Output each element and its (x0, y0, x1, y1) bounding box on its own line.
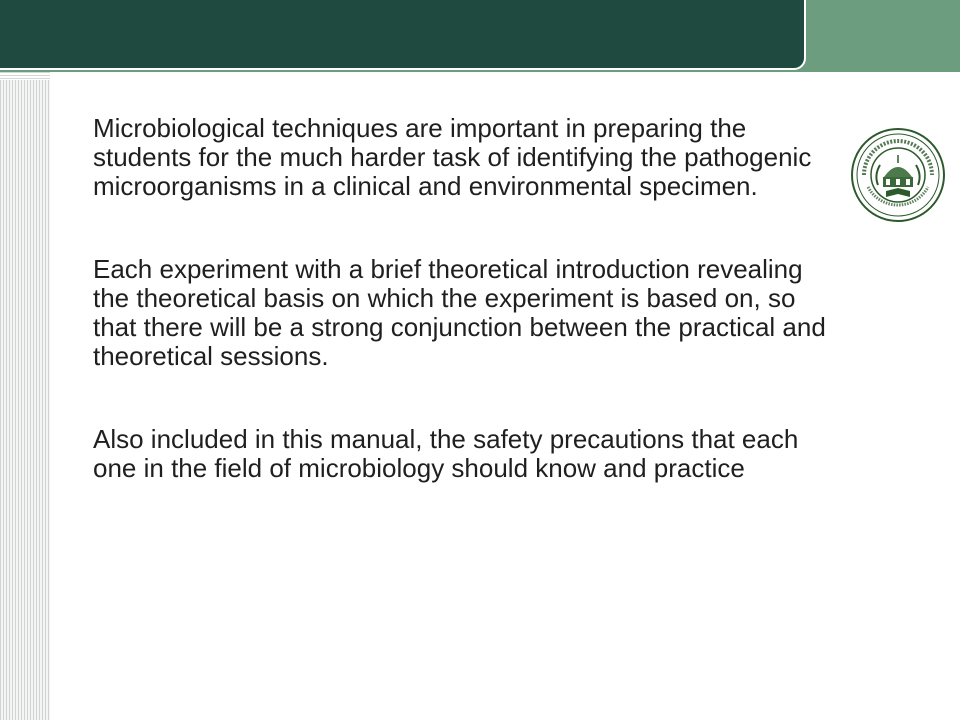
paragraph-2: Each experiment with a brief theoretical introduction revealing the theoretical basis on which the experiment is based on, so that there will be a strong conjunction between the practical and theoretical sessions. (93, 254, 826, 371)
slide-body (93, 114, 833, 537)
left-stripe-decoration (0, 80, 50, 720)
paragraph-1: Microbiological techniques are important in preparing the students for the much harder task of identifying the pathogenic microorganisms in a clinical and environmental specimen. (93, 113, 812, 201)
paragraph-3: Also included in this manual, the safety precautions that each one in the field of microbiology should know and practice (93, 424, 799, 483)
university-seal-logo (850, 127, 946, 223)
title-bar (0, 0, 806, 70)
